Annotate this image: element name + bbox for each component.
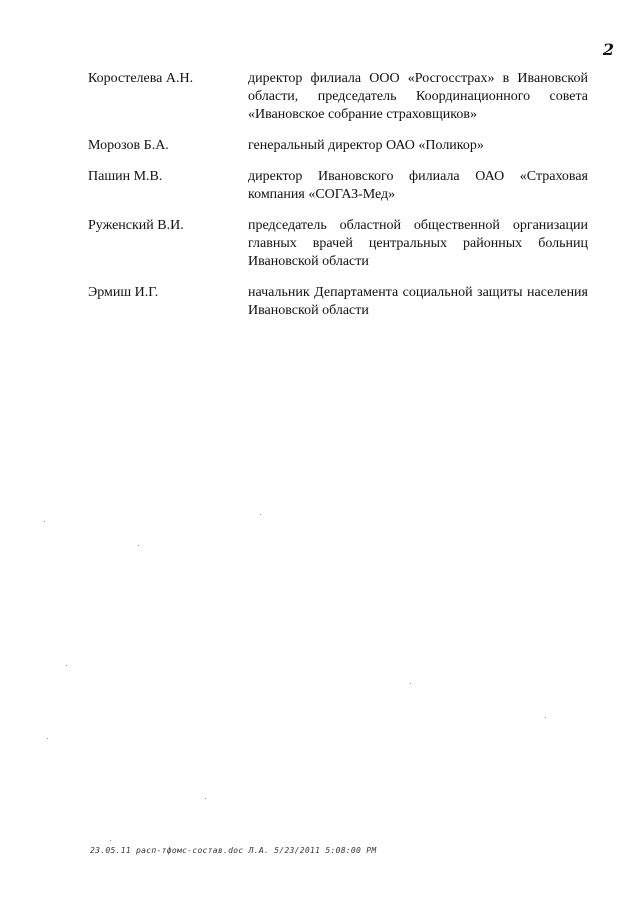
member-row: [88, 137, 588, 155]
scan-speck: [44, 521, 45, 522]
scan-speck: [47, 738, 48, 739]
member-row: [88, 217, 588, 271]
member-position: директор филиала ООО «Росгосстрах» в Ивановской области, председатель Координационного совета «Ивановское собрание страховщиков»: [248, 71, 588, 122]
member-position: начальник Департамента социальной защиты населения Ивановской области: [248, 285, 588, 318]
member-name: Руженский В.И.: [88, 218, 184, 233]
member-name: Коростелева А.Н.: [88, 71, 194, 86]
member-row: [88, 70, 588, 124]
scan-speck: [138, 545, 139, 546]
scan-speck: [110, 840, 111, 841]
member-position: директор Ивановского филиала ОАО «Страховая компания «СОГАЗ-Мед»: [248, 169, 588, 202]
member-row: [88, 168, 588, 204]
scan-speck: [260, 514, 261, 515]
scan-speck: [545, 717, 546, 718]
member-position: председатель областной общественной организации главных врачей центральных районных больниц Ивановской области: [248, 218, 588, 269]
member-row: [88, 284, 588, 320]
member-name: Морозов Б.А.: [88, 138, 169, 153]
document-footer: 23.05.11 расп-тфомс-состав.doc Л.А. 5/23/2011 5:08:00 PM: [90, 846, 377, 855]
member-position: генеральный директор ОАО «Поликор»: [248, 138, 484, 153]
scan-speck: [410, 683, 411, 684]
scan-speck: [66, 665, 67, 666]
member-name: Пашин М.В.: [88, 169, 163, 184]
members-list: [88, 70, 588, 333]
member-name: Эрмиш И.Г.: [88, 285, 159, 300]
page-number: 2: [602, 40, 614, 59]
scan-speck: [205, 798, 206, 799]
